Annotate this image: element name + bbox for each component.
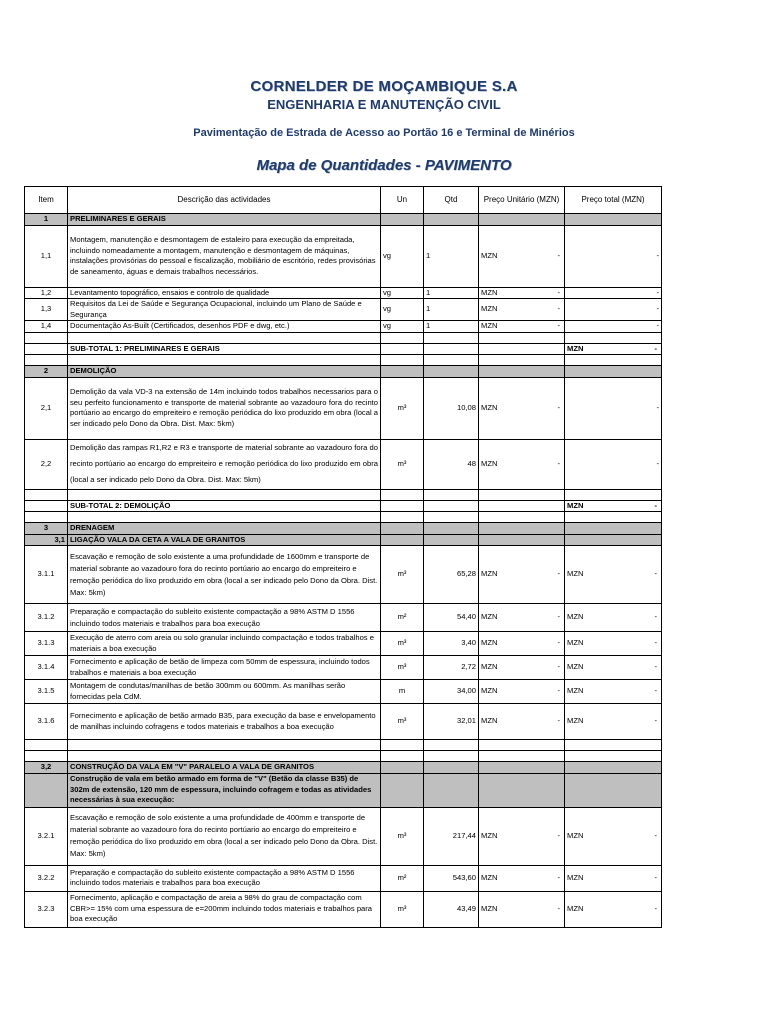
unit-price-cell — [479, 865, 565, 891]
currency-label: MZN — [567, 662, 584, 672]
col-header-quantity: Qtd — [424, 187, 479, 214]
item-description: Escavação e remoção de solo existente a uma profundidade de 400mm e transporte de material sobrante ao vazadouro fora do recinto portúario ao encargo do empreiteiro e remoção periódica do lixo produzido em obra (local a ser indicado pelo Dono da Obra. Dist. Max: 5km) — [68, 807, 381, 865]
price-value: - — [557, 304, 560, 314]
item-number: 1,3 — [25, 299, 68, 321]
price-value: - — [557, 662, 560, 672]
item-quantity: 217,44 — [424, 807, 479, 865]
currency-label: MZN — [567, 903, 584, 913]
price-value: - — [557, 830, 560, 840]
bill-of-quantities-table — [24, 186, 662, 928]
item-quantity: 1 — [424, 225, 479, 287]
subtotal-value: - — [654, 343, 657, 353]
table-row — [25, 680, 662, 704]
item-quantity: 32,01 — [424, 704, 479, 740]
table-row — [25, 807, 662, 865]
currency-label: MZN — [567, 569, 584, 579]
unit-price-cell — [479, 680, 565, 704]
company-name: CORNELDER DE MOÇAMBIQUE S.A — [250, 78, 518, 95]
unit-price-cell — [479, 225, 565, 287]
col-header-unit-price: Preço Unitário (MZN) — [479, 187, 565, 214]
section-number: 2 — [25, 366, 68, 378]
table-row — [25, 891, 662, 927]
project-title: Pavimentação de Estrada de Acesso ao Portão 16 e Terminal de Minérios — [193, 127, 575, 139]
price-value: - — [557, 872, 560, 882]
currency-label: MZN — [481, 250, 498, 260]
item-unit: m — [381, 680, 424, 704]
table-row — [25, 546, 662, 604]
item-description: Fornecimento, aplicação e compactação de areia a 98% do grau de compactação com CBR>= 15% com uma espessura de e=200mm incluindo todos materiais e trabalhos para boa execução — [68, 891, 381, 927]
table-row — [25, 865, 662, 891]
item-description: Fornecimento e aplicação de betão armado B35, para execução da base e envelopamento de manilhas incluindo cofragens e todos materiais e trabalhos a boa execução — [68, 704, 381, 740]
item-quantity: 2,72 — [424, 656, 479, 680]
currency-label: MZN — [567, 612, 584, 622]
total-price-cell — [565, 704, 662, 740]
blank-row — [25, 355, 662, 366]
item-unit: vg — [381, 321, 424, 333]
subtotal-row — [25, 343, 662, 355]
total-price-cell — [565, 891, 662, 927]
item-number: 3.1.5 — [25, 680, 68, 704]
currency-label: MZN — [481, 716, 498, 726]
price-value: - — [557, 903, 560, 913]
total-value: - — [654, 686, 657, 696]
item-description: Preparação e compactação do subleito existente compactação a 98% ASTM D 1556 incluindo todos materiais e trabalhos para boa execução — [68, 604, 381, 632]
price-value: - — [557, 250, 560, 260]
item-unit: m³ — [381, 807, 424, 865]
table-row — [25, 439, 662, 489]
item-quantity: 1 — [424, 287, 479, 299]
col-header-description: Descrição das actividades — [68, 187, 381, 214]
currency-label: MZN — [481, 612, 498, 622]
total-value: - — [654, 569, 657, 579]
price-value: - — [557, 321, 560, 330]
item-description: Preparação e compactação do subleito existente compactação a 98% ASTM D 1556 incluindo todos materiais e trabalhos para boa execução — [68, 865, 381, 891]
total-price-cell — [565, 656, 662, 680]
currency-label: MZN — [567, 686, 584, 696]
price-value: - — [557, 287, 560, 297]
currency-label: MZN — [567, 343, 584, 353]
currency-label: MZN — [481, 662, 498, 672]
item-unit: m³ — [381, 377, 424, 439]
item-number: 2,1 — [25, 377, 68, 439]
table-row — [25, 656, 662, 680]
unit-price-cell — [479, 546, 565, 604]
blank-row — [25, 332, 662, 343]
item-description: Demolição das rampas R1,R2 e R3 e transporte de material sobrante ao vazadouro fora do recinto portúario ao encargo do empreiteiro e remoção periódica do lixo produzido em obra (local a ser indicado pelo Dono da Obra. Dist. Max: 5km) — [68, 439, 381, 489]
item-description: Execução de aterro com areia ou solo granular incluindo compactação e todos trabalhos e materiais a boa execução — [68, 632, 381, 656]
item-number: 3.1.3 — [25, 632, 68, 656]
section-number: 1 — [25, 214, 68, 226]
item-quantity: 3,40 — [424, 632, 479, 656]
col-header-item: Item — [25, 187, 68, 214]
subsection-number: 3,1 — [25, 534, 68, 546]
unit-price-cell — [479, 287, 565, 299]
unit-price-cell — [479, 891, 565, 927]
item-number: 3.1.2 — [25, 604, 68, 632]
item-number: 3.2.3 — [25, 891, 68, 927]
item-quantity: 43,49 — [424, 891, 479, 927]
currency-label: MZN — [481, 402, 498, 412]
item-number: 3.1.1 — [25, 546, 68, 604]
unit-price-cell — [479, 704, 565, 740]
item-description: Levantamento topográfico, ensaios e controlo de qualidade — [68, 287, 381, 299]
section-title: DEMOLIÇÃO — [68, 366, 381, 378]
col-header-unit: Un — [381, 187, 424, 214]
total-price-cell: - — [565, 287, 662, 299]
item-quantity: 34,00 — [424, 680, 479, 704]
item-unit: m³ — [381, 546, 424, 604]
col-header-total-price: Preço total (MZN) — [565, 187, 662, 214]
item-unit: vg — [381, 225, 424, 287]
item-unit: m² — [381, 865, 424, 891]
table-row — [25, 704, 662, 740]
subtotal-value: - — [654, 500, 657, 510]
currency-label: MZN — [567, 500, 584, 510]
subsection-row — [25, 534, 662, 546]
subtotal-value-cell — [565, 500, 662, 512]
section-title: PRELIMINARES E GERAIS — [68, 214, 381, 226]
unit-price-cell — [479, 656, 565, 680]
table-row — [25, 604, 662, 632]
item-description: Documentação As-Built (Certificados, desenhos PDF e dwg, etc.) — [68, 321, 381, 333]
section-row — [25, 214, 662, 226]
item-unit: vg — [381, 299, 424, 321]
subtotal-row — [25, 500, 662, 512]
item-unit: m³ — [381, 891, 424, 927]
item-unit: m³ — [381, 704, 424, 740]
price-value: - — [557, 612, 560, 622]
subsection-title: LIGAÇÃO VALA DA CETA A VALA DE GRANITOS — [68, 534, 381, 546]
total-value: - — [654, 872, 657, 882]
total-value: - — [654, 830, 657, 840]
table-row — [25, 321, 662, 333]
currency-label: MZN — [481, 569, 498, 579]
item-quantity: 543,60 — [424, 865, 479, 891]
unit-price-cell — [479, 807, 565, 865]
price-value: - — [557, 569, 560, 579]
item-number: 2,2 — [25, 439, 68, 489]
item-quantity: 65,28 — [424, 546, 479, 604]
currency-label: MZN — [567, 830, 584, 840]
price-value: - — [557, 716, 560, 726]
subsection-row — [25, 762, 662, 774]
table-row — [25, 377, 662, 439]
document-title: Mapa de Quantidades - PAVIMENTO — [256, 157, 512, 174]
subsection-intro-row — [25, 773, 662, 807]
currency-label: MZN — [481, 830, 498, 840]
department-name: ENGENHARIA E MANUTENÇÃO CIVIL — [267, 97, 501, 112]
currency-label: MZN — [481, 321, 498, 330]
unit-price-cell — [479, 439, 565, 489]
subtotal-label: SUB-TOTAL 1: PRELIMINARES E GERAIS — [68, 343, 381, 355]
table-row — [25, 287, 662, 299]
unit-price-cell — [479, 632, 565, 656]
item-quantity: 10,08 — [424, 377, 479, 439]
item-number: 1,2 — [25, 287, 68, 299]
currency-label: MZN — [481, 304, 498, 314]
total-price-cell — [565, 604, 662, 632]
table-row — [25, 225, 662, 287]
total-value: - — [654, 638, 657, 648]
item-unit: m² — [381, 604, 424, 632]
item-description: Demolição da vala VD-3 na extensão de 14m incluindo todos trabalhos necessarios para o seu perfeito funcionamento e transporte de material sobrante ao vazadouro fora do recinto portúario ao encargo do empreiteiro e remoção periódica do lixo produzido em obra (local a ser indicado pelo Dono da Obra. Dist. Max: 5km) — [68, 377, 381, 439]
table-row — [25, 632, 662, 656]
item-unit: m³ — [381, 632, 424, 656]
item-unit: vg — [381, 287, 424, 299]
item-quantity: 1 — [424, 321, 479, 333]
blank-row — [25, 489, 662, 500]
unit-price-cell — [479, 377, 565, 439]
item-unit: m³ — [381, 439, 424, 489]
currency-label: MZN — [567, 872, 584, 882]
item-number: 3.2.2 — [25, 865, 68, 891]
item-quantity: 1 — [424, 299, 479, 321]
section-number: 3 — [25, 523, 68, 535]
total-price-cell: - — [565, 299, 662, 321]
blank-row — [25, 740, 662, 751]
total-price-cell — [565, 807, 662, 865]
item-quantity: 54,40 — [424, 604, 479, 632]
total-value: - — [654, 612, 657, 622]
item-number: 1,4 — [25, 321, 68, 333]
total-value: - — [654, 716, 657, 726]
item-number: 3.1.4 — [25, 656, 68, 680]
item-number: 3.2.1 — [25, 807, 68, 865]
currency-label: MZN — [567, 716, 584, 726]
table-row — [25, 299, 662, 321]
total-value: - — [654, 903, 657, 913]
unit-price-cell — [479, 604, 565, 632]
item-description: Montagem, manutenção e desmontagem de estaleiro para execução da empreitada, incluindo nomeadamente a montagem, manutenção e desmontagem de máquinas, instalações provisórias do pessoal e fiscalização, mobiliário de escritório, redes provisórias de saneamento, águas e demais trabalhos necessários. — [68, 225, 381, 287]
total-price-cell — [565, 865, 662, 891]
subsection-intro: Construção de vala em betão armado em forma de "V" (Betão da classe B35) de 302m de extensão, 120 mm de espessura, incluindo cofragem e todas as atividades necessárias à sua execução: — [68, 773, 381, 807]
total-price-cell: - — [565, 377, 662, 439]
total-price-cell — [565, 632, 662, 656]
currency-label: MZN — [481, 638, 498, 648]
blank-row — [25, 751, 662, 762]
price-value: - — [557, 402, 560, 412]
blank-row — [25, 512, 662, 523]
total-price-cell: - — [565, 225, 662, 287]
price-value: - — [557, 458, 560, 468]
item-description: Escavação e remoção de solo existente a uma profundidade de 1600mm e transporte de material sobrante ao vazadouro fora do recinto portúario ao encargo do empreiteiro e remoção periódica do lixo produzido em obra (local a ser indicado pelo Dono da Obra. Dist. Max: 5km) — [68, 546, 381, 604]
item-quantity: 48 — [424, 439, 479, 489]
subtotal-label: SUB-TOTAL 2: DEMOLIÇÃO — [68, 500, 381, 512]
subsection-number: 3,2 — [25, 762, 68, 774]
section-title: DRENAGEM — [68, 523, 381, 535]
item-description: Fornecimento e aplicação de betão de limpeza com 50mm de espessura, incluindo todos trabalhos e materiais a boa execução — [68, 656, 381, 680]
total-price-cell: - — [565, 439, 662, 489]
unit-price-cell — [479, 299, 565, 321]
currency-label: MZN — [481, 458, 498, 468]
total-price-cell: - — [565, 321, 662, 333]
total-value: - — [654, 662, 657, 672]
currency-label: MZN — [567, 638, 584, 648]
currency-label: MZN — [481, 872, 498, 882]
currency-label: MZN — [481, 686, 498, 696]
section-row — [25, 366, 662, 378]
subtotal-value-cell — [565, 343, 662, 355]
item-description: Montagem de condutas/manilhas de betão 300mm ou 600mm. As manilhas serão fornecidas pela CdM. — [68, 680, 381, 704]
item-unit: m³ — [381, 656, 424, 680]
price-value: - — [557, 686, 560, 696]
currency-label: MZN — [481, 287, 498, 297]
total-price-cell — [565, 546, 662, 604]
total-price-cell — [565, 680, 662, 704]
table-header-row — [25, 187, 662, 214]
item-number: 1,1 — [25, 225, 68, 287]
section-row — [25, 523, 662, 535]
currency-label: MZN — [481, 903, 498, 913]
subsection-title: CONSTRUÇÃO DA VALA EM "V" PARALELO A VALA DE GRANITOS — [68, 762, 381, 774]
item-description: Requisitos da Lei de Saúde e Segurança Ocupacional, incluindo um Plano de Saúde e Segurança — [68, 299, 381, 321]
item-number: 3.1.6 — [25, 704, 68, 740]
unit-price-cell — [479, 321, 565, 333]
price-value: - — [557, 638, 560, 648]
